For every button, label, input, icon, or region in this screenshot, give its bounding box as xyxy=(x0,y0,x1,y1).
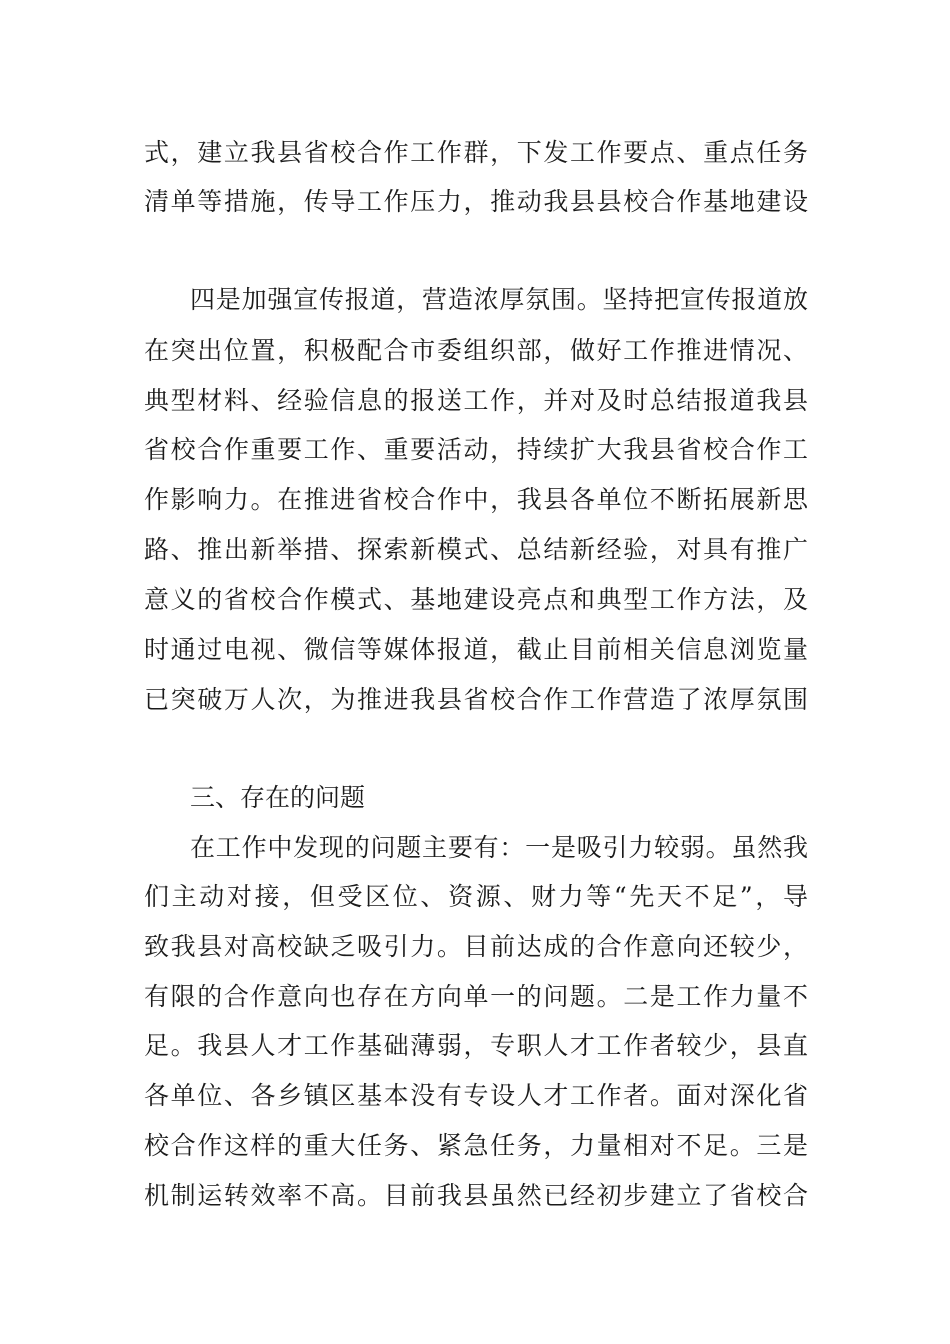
paragraph-3-line-4: 有限的合作意向也存在方向单一的问题。二是工作力量不 xyxy=(144,982,808,1011)
paragraph-2-line-4: 省校合作重要工作、重要活动，持续扩大我县省校合作工 xyxy=(144,435,808,464)
paragraph-3-line-6: 各单位、各乡镇区基本没有专设人才工作者。面对深化省 xyxy=(144,1081,808,1110)
paragraph-2-line-2: 在突出位置，积极配合市委组织部，做好工作推进情况、 xyxy=(144,336,808,365)
paragraph-2-line-5: 作影响力。在推进省校合作中，我县各单位不断拓展新思 xyxy=(144,485,808,514)
paragraph-3-line-7: 校合作这样的重大任务、紧急任务，力量相对不足。三是 xyxy=(144,1131,808,1160)
paragraph-2-line-9: 已突破万人次，为推进我县省校合作工作营造了浓厚氛围 xyxy=(144,685,808,714)
paragraph-2-line-8: 时通过电视、微信等媒体报道，截止目前相关信息浏览量 xyxy=(144,635,808,664)
paragraph-3-line-5: 足。我县人才工作基础薄弱，专职人才工作者较少，县直 xyxy=(144,1031,808,1060)
paragraph-3-line-2: 们主动对接，但受区位、资源、财力等“先天不足”，导 xyxy=(144,882,808,911)
paragraph-2-line-6: 路、推出新举措、探索新模式、总结新经验，对具有推广 xyxy=(144,535,808,564)
paragraph-1-line-2: 清单等措施，传导工作压力，推动我县县校合作基地建设 xyxy=(144,187,808,216)
section-heading: 三、存在的问题 xyxy=(190,783,366,812)
paragraph-3-line-8: 机制运转效率不高。目前我县虽然已经初步建立了省校合 xyxy=(144,1181,808,1210)
paragraph-2-line-1: 四是加强宣传报道，营造浓厚氛围。坚持把宣传报道放 xyxy=(190,285,808,314)
paragraph-1-line-1: 式，建立我县省校合作工作群，下发工作要点、重点任务 xyxy=(144,138,808,167)
paragraph-2-line-7: 意义的省校合作模式、基地建设亮点和典型工作方法，及 xyxy=(144,585,808,614)
paragraph-3-line-3: 致我县对高校缺乏吸引力。目前达成的合作意向还较少， xyxy=(144,932,808,961)
paragraph-3-line-1: 在工作中发现的问题主要有：一是吸引力较弱。虽然我 xyxy=(190,833,808,862)
paragraph-2-line-3: 典型材料、经验信息的报送工作，并对及时总结报道我县 xyxy=(144,386,808,415)
